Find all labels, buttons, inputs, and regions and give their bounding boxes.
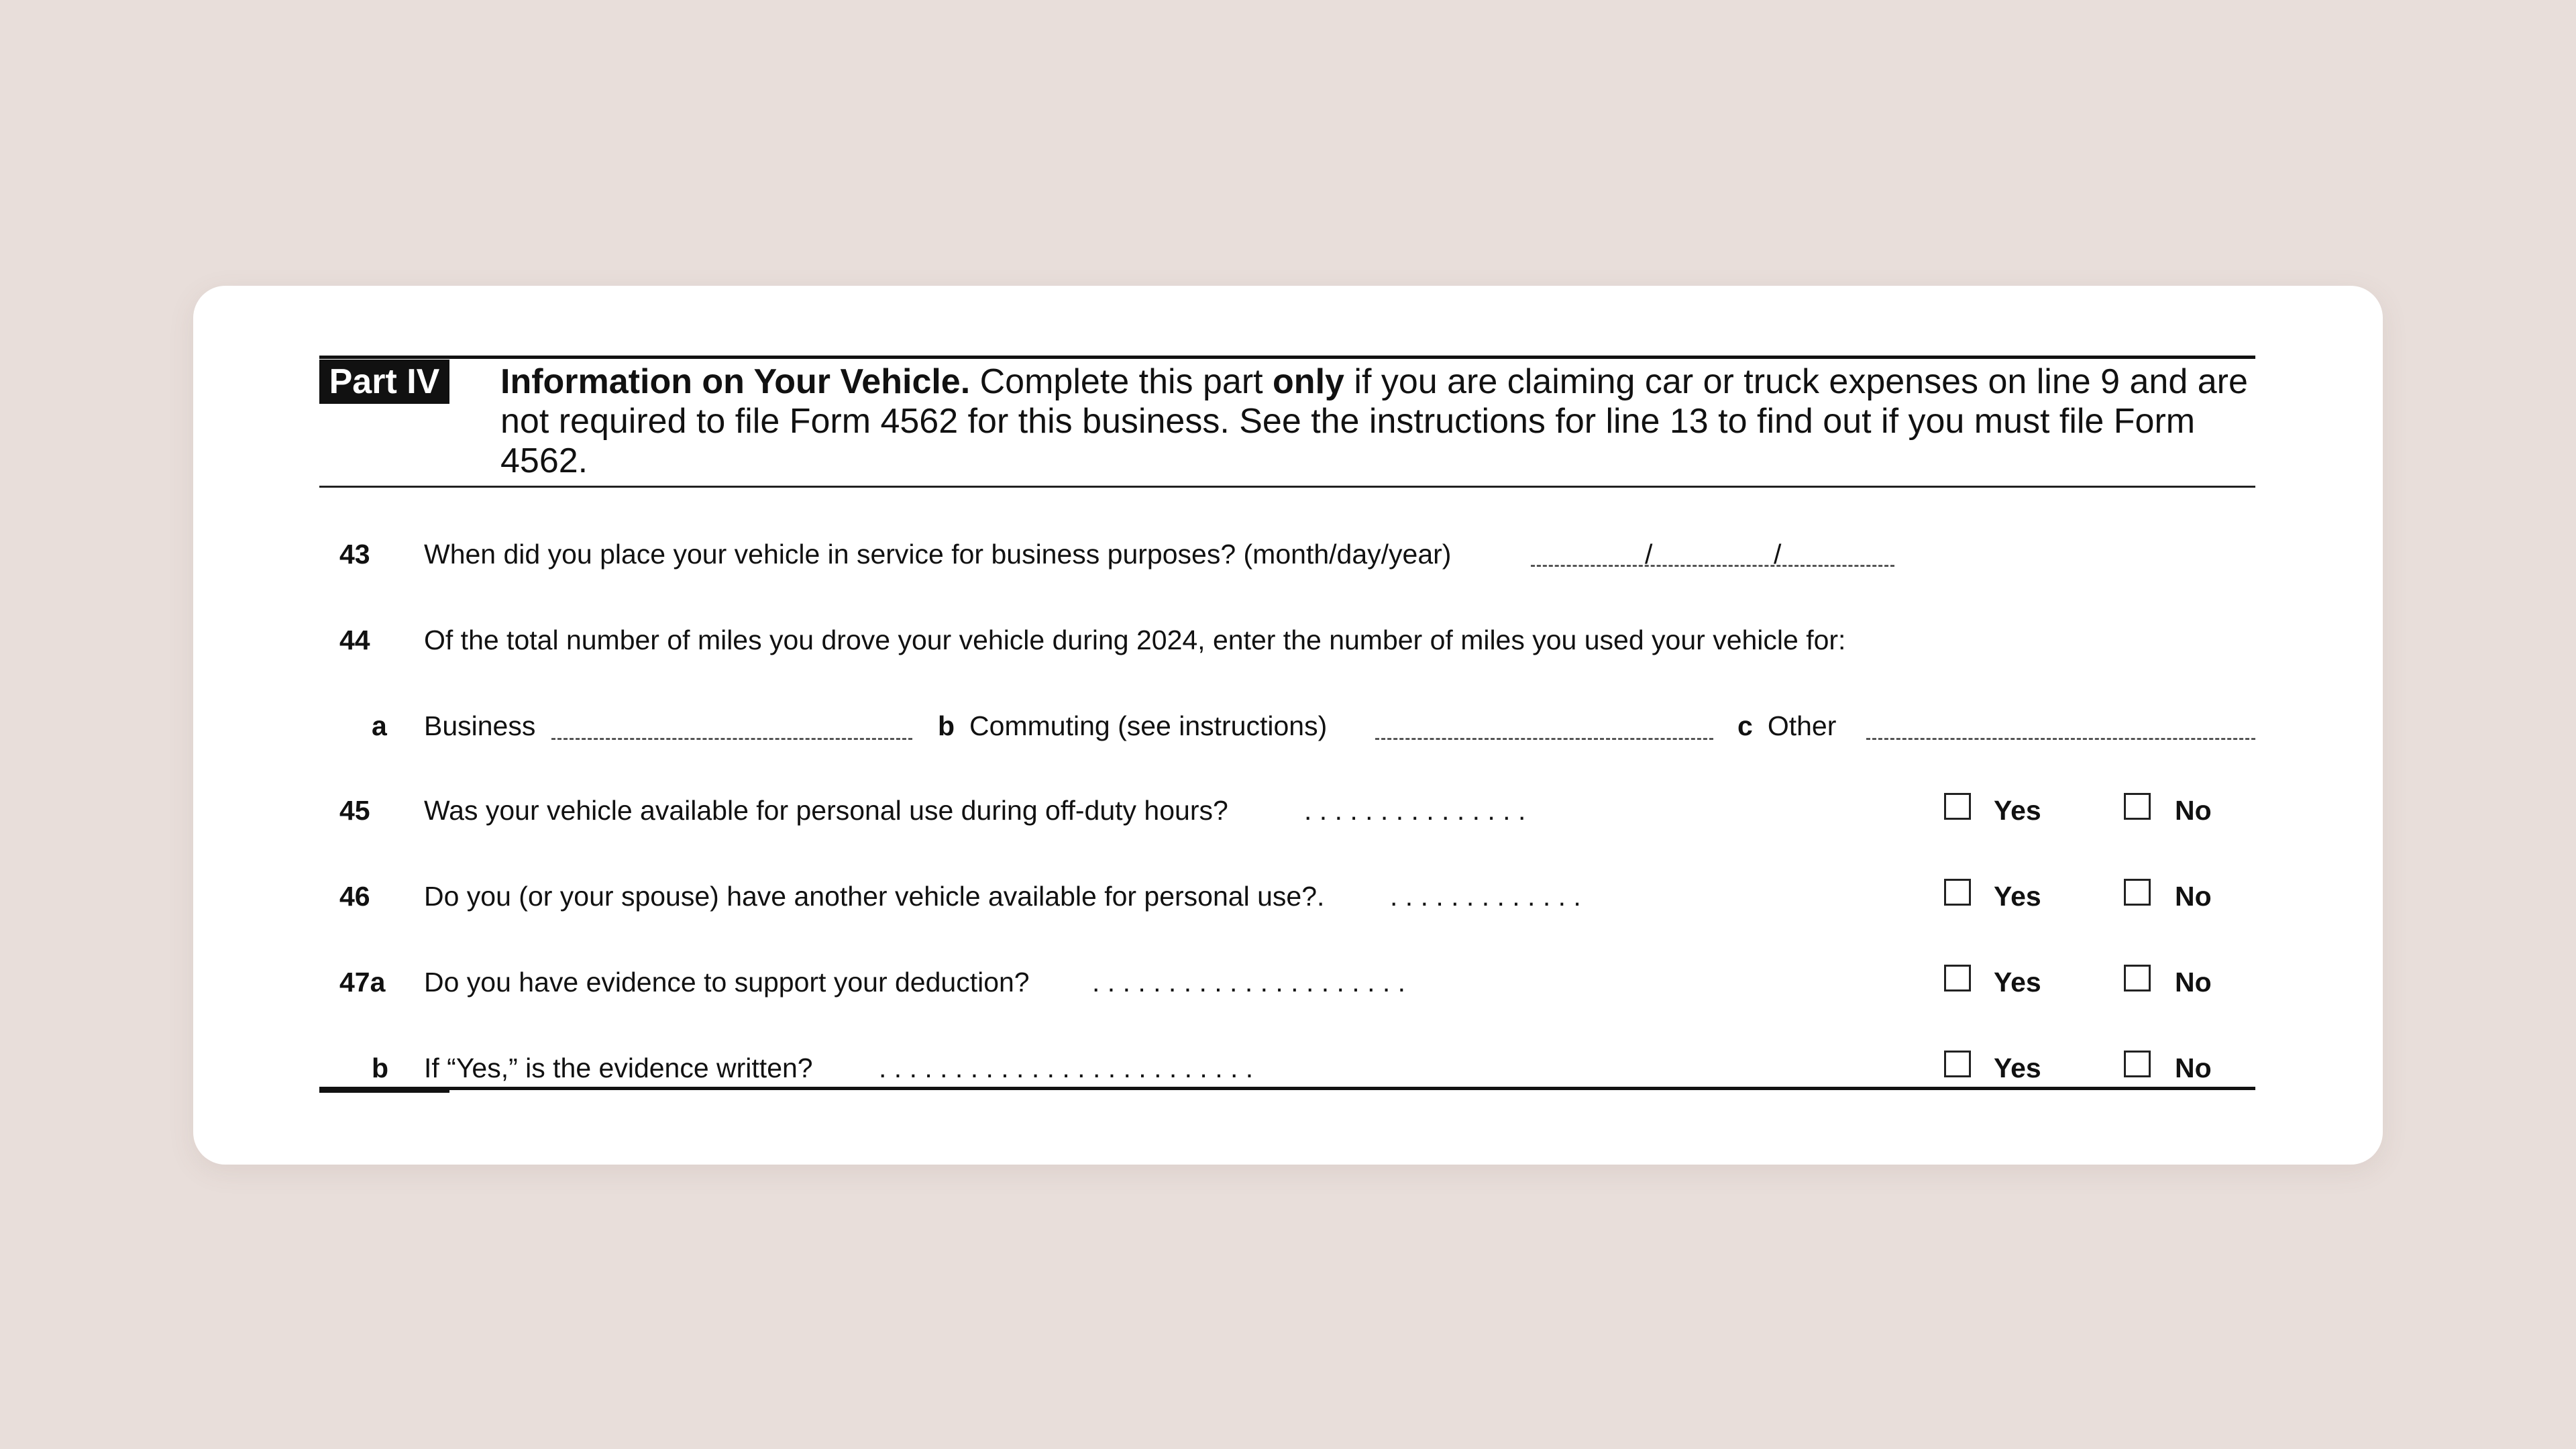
line-46-question: Do you (or your spouse) have another vehicle available for personal use?. [424, 881, 1325, 912]
line-47a-question: Do you have evidence to support your deduction? [424, 967, 1030, 998]
no-label: No [2175, 795, 2212, 826]
line-number: 44 [339, 625, 370, 655]
yes-label: Yes [1994, 881, 2041, 912]
line-45 [319, 790, 2255, 830]
no-checkbox[interactable] [2124, 879, 2151, 906]
line-44b-text: Commuting (see instructions) [969, 710, 1328, 741]
no-checkbox[interactable] [2124, 965, 2151, 991]
part-title: Information on Your Vehicle. [500, 362, 971, 401]
heading-divider [319, 486, 2255, 488]
line-44-question: Of the total number of miles you drove your vehicle during 2024, enter the number of miles you used your vehicle for: [424, 625, 1846, 655]
yes-checkbox[interactable] [1944, 965, 1971, 991]
line-number: 46 [339, 881, 370, 912]
date-separator-2: / [1774, 539, 1782, 570]
line-47b-question: If “Yes,” is the evidence written? [424, 1053, 813, 1083]
form-part-iv [319, 356, 2255, 1093]
line-number: 47a [339, 967, 386, 998]
yes-label: Yes [1994, 1053, 2041, 1083]
line-44c-letter: c [1737, 710, 1753, 741]
other-miles-input[interactable] [1866, 738, 2255, 740]
line-43 [319, 534, 2255, 574]
leader-dots: . . . . . . . . . . . . . [1390, 881, 1581, 912]
leader-dots: . . . . . . . . . . . . . . . . . . . . . [1092, 967, 1406, 998]
yes-label: Yes [1994, 967, 2041, 998]
top-rule [319, 356, 2255, 359]
line-44 [319, 620, 2255, 660]
part-badge: Part IV [319, 360, 449, 404]
commuting-miles-input[interactable] [1375, 738, 1713, 740]
part-heading [500, 362, 2255, 481]
yes-checkbox[interactable] [1944, 879, 1971, 906]
yes-checkbox[interactable] [1944, 793, 1971, 820]
line-43-question: When did you place your vehicle in service for business purposes? (month/day/year) [424, 539, 1452, 570]
no-checkbox[interactable] [2124, 793, 2151, 820]
line-44a-label: Business [424, 710, 536, 741]
line-45-question: Was your vehicle available for personal use during off-duty hours? [424, 795, 1228, 826]
yes-checkbox[interactable] [1944, 1051, 1971, 1077]
bottom-rule-tab [319, 1087, 449, 1093]
bottom-rule [319, 1087, 2255, 1090]
no-label: No [2175, 967, 2212, 998]
date-input[interactable] [1531, 565, 1894, 567]
line-number: 45 [339, 795, 370, 826]
yes-label: Yes [1994, 795, 2041, 826]
part-text-b: if you are claiming car or truck expenses on line 9 and are not required to file Form 4562 for this business. See the instructions for line 13 to find out if you must file Form 4562. [500, 362, 2248, 480]
leader-dots: . . . . . . . . . . . . . . . . . . . . . . . . . [879, 1053, 1254, 1083]
leader-dots: . . . . . . . . . . . . . . . [1304, 795, 1526, 826]
line-number: b [372, 1053, 389, 1083]
no-checkbox[interactable] [2124, 1051, 2151, 1077]
line-47b [319, 1048, 2255, 1088]
line-44b-letter: b [938, 710, 955, 741]
line-44c-text: Other [1767, 710, 1837, 741]
no-label: No [2175, 1053, 2212, 1083]
line-47a [319, 962, 2255, 1002]
line-44b-label [938, 706, 1327, 746]
part-text-only: only [1273, 362, 1344, 401]
line-46 [319, 876, 2255, 916]
business-miles-input[interactable] [551, 738, 912, 740]
line-number: 43 [339, 539, 370, 570]
part-text-a: Complete this part [970, 362, 1273, 401]
line-44-inputs [319, 706, 2255, 746]
date-separator-1: / [1645, 539, 1653, 570]
line-44a-letter: a [372, 710, 387, 741]
no-label: No [2175, 881, 2212, 912]
line-44c-label [1737, 706, 1836, 746]
